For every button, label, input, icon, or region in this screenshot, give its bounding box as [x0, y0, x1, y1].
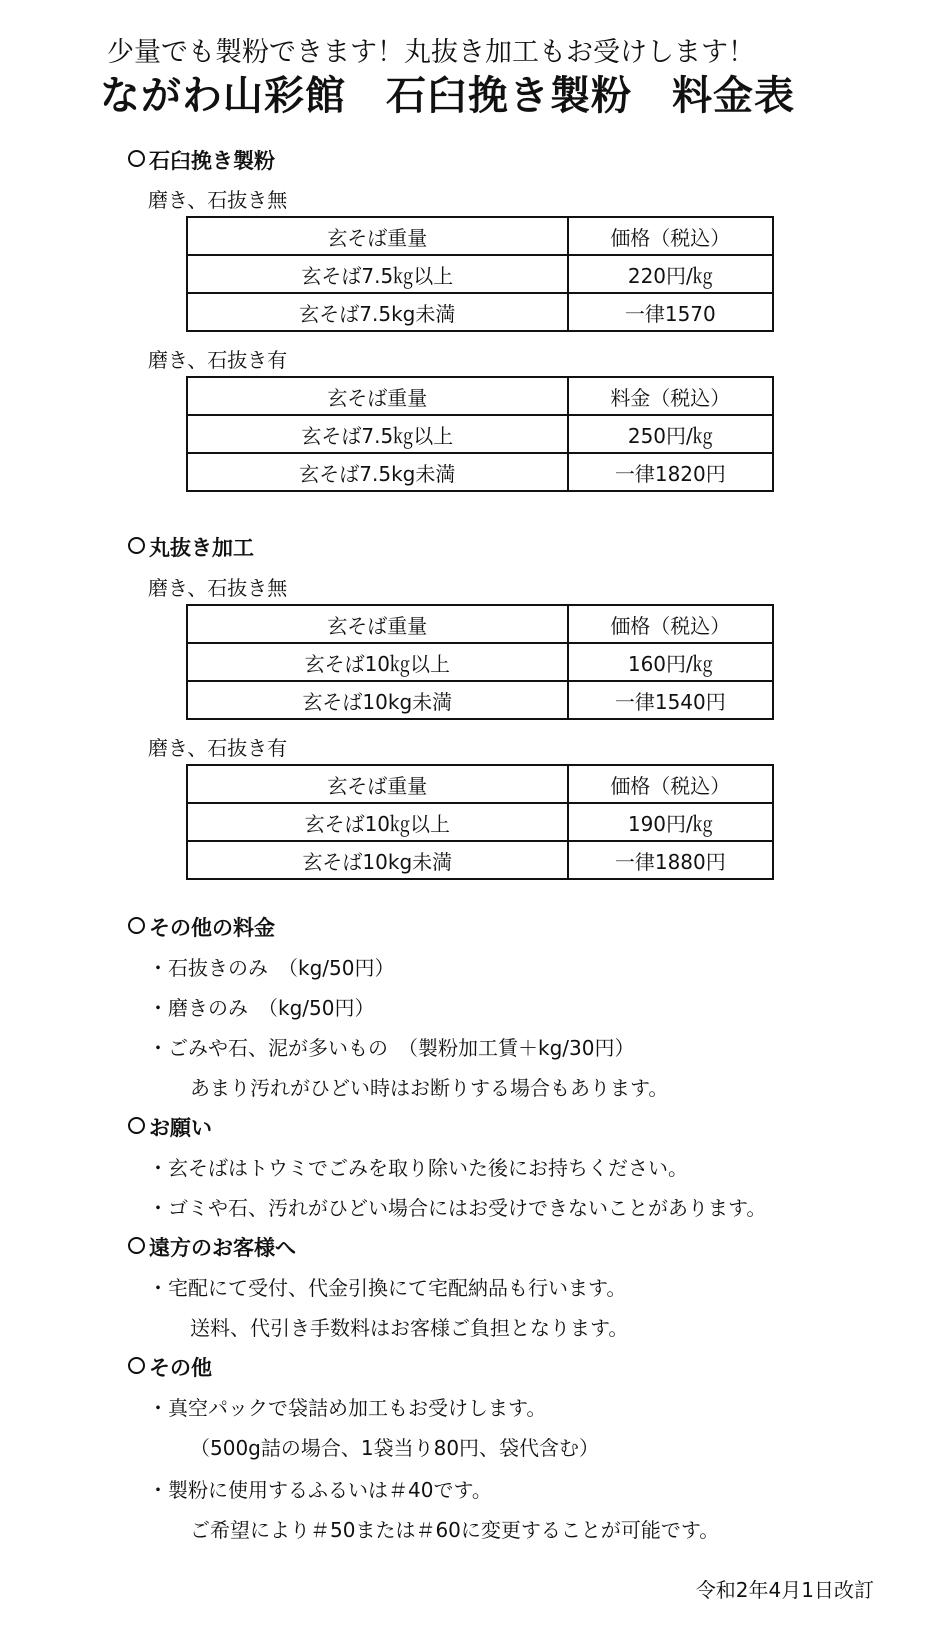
- list-item: [148, 1392, 546, 1421]
- bullet-dot-icon: ・: [148, 1196, 168, 1220]
- table-cell-weight: 玄そば7.5kg未満: [187, 293, 568, 331]
- section-heading-others: [128, 1352, 212, 1382]
- subtitle: 少量でも製粉できます！丸抜き加工もお受けします！: [107, 37, 755, 68]
- table-cell-weight: 玄そば7.5㎏以上: [187, 415, 568, 453]
- circle-outline-icon: [128, 1357, 145, 1374]
- circle-outline-icon: [128, 917, 145, 934]
- page-title: [100, 64, 795, 121]
- table-cell-price: 160円/㎏: [568, 643, 773, 681]
- circle-outline-icon: [128, 1237, 145, 1254]
- table-row: [187, 841, 773, 879]
- table-header-cell: 玄そば重量: [187, 605, 568, 643]
- table-cell-weight: 玄そば7.5kg未満: [187, 453, 568, 491]
- bullet-dot-icon: ・: [148, 1036, 168, 1060]
- section-title: その他: [149, 1356, 212, 1380]
- title-price-list: 料金表: [672, 73, 795, 119]
- list-item-text: 真空パックで袋詰め加工もお受けします。: [168, 1396, 547, 1420]
- section-title: お願い: [149, 1116, 212, 1140]
- table-cell-weight: 玄そば10kg未満: [187, 681, 568, 719]
- price-table-hulling-unpolished: [186, 604, 774, 720]
- price-table-hulling-polished: [186, 764, 774, 880]
- list-item: [148, 952, 394, 981]
- group-label: 磨き、石抜き無: [148, 576, 288, 600]
- list-item: [148, 1272, 626, 1301]
- title-service: 石臼挽き製粉: [386, 73, 632, 119]
- bullet-dot-icon: ・: [148, 1478, 168, 1502]
- list-item-text: 石抜きのみ （kg/50円）: [168, 956, 395, 980]
- bullet-dot-icon: ・: [148, 996, 168, 1020]
- list-item-text: 宅配にて受付、代金引換にて宅配納品も行います。: [168, 1276, 627, 1300]
- table-header-cell: 価格（税込）: [568, 217, 773, 255]
- list-item-text: ゴミや石、汚れがひどい場合にはお受けできないことがあります。: [168, 1196, 767, 1220]
- section-heading-distant-customers: [128, 1232, 296, 1262]
- circle-outline-icon: [128, 150, 145, 167]
- table-row: [187, 681, 773, 719]
- list-item: [148, 1474, 492, 1503]
- list-item: [148, 1032, 634, 1061]
- section-heading-hulling: [128, 532, 254, 562]
- price-table-milling-polished: [186, 376, 774, 492]
- table-header-cell: 玄そば重量: [187, 765, 568, 803]
- note-text: あまり汚れがひどい時はお断りする場合もあります。: [190, 1076, 669, 1100]
- table-cell-price: 250円/㎏: [568, 415, 773, 453]
- table-cell-price: 一律1570: [568, 293, 773, 331]
- table-cell-weight: 玄そば10㎏以上: [187, 643, 568, 681]
- note-text: （500g詰の場合、1袋当り80円、袋代含む）: [190, 1436, 600, 1460]
- title-shop-name: ながわ山彩館: [100, 73, 346, 119]
- table-header-cell: 価格（税込）: [568, 605, 773, 643]
- list-item: [148, 1192, 766, 1221]
- table-row: [187, 293, 773, 331]
- table-row: [187, 415, 773, 453]
- section-heading-other-fees: [128, 912, 275, 942]
- table-header-cell: 料金（税込）: [568, 377, 773, 415]
- table-cell-price: 一律1820円: [568, 453, 773, 491]
- note-text: 送料、代引き手数料はお客様ご負担となります。: [190, 1316, 629, 1340]
- table-row: [187, 255, 773, 293]
- section-title: 石臼挽き製粉: [149, 149, 275, 173]
- table-header-row: [187, 217, 773, 255]
- table-row: [187, 453, 773, 491]
- revision-date: 令和2年4月1日改訂: [695, 1578, 874, 1602]
- table-cell-weight: 玄そば10㎏以上: [187, 803, 568, 841]
- table-header-row: [187, 605, 773, 643]
- section-title: 丸抜き加工: [149, 536, 254, 560]
- group-label: 磨き、石抜き有: [148, 736, 288, 760]
- list-item: [148, 1152, 688, 1181]
- note-text: ご希望により＃50または＃60に変更することが可能です。: [190, 1518, 720, 1542]
- price-table-milling-unpolished: [186, 216, 774, 332]
- table-header-cell: 玄そば重量: [187, 377, 568, 415]
- circle-outline-icon: [128, 1117, 145, 1134]
- circle-outline-icon: [128, 537, 145, 554]
- bullet-dot-icon: ・: [148, 1276, 168, 1300]
- group-label: 磨き、石抜き無: [148, 188, 288, 212]
- table-row: [187, 803, 773, 841]
- table-cell-price: 一律1540円: [568, 681, 773, 719]
- table-header-cell: 玄そば重量: [187, 217, 568, 255]
- table-header-row: [187, 765, 773, 803]
- section-title: 遠方のお客様へ: [149, 1236, 296, 1260]
- table-row: [187, 643, 773, 681]
- table-header-cell: 価格（税込）: [568, 765, 773, 803]
- table-cell-price: 一律1880円: [568, 841, 773, 879]
- section-heading-milling: [128, 145, 275, 175]
- list-item: [148, 992, 374, 1021]
- section-title: その他の料金: [149, 916, 275, 940]
- group-label: 磨き、石抜き有: [148, 348, 288, 372]
- list-item-text: 製粉に使用するふるいは＃40です。: [168, 1478, 492, 1502]
- table-cell-weight: 玄そば10kg未満: [187, 841, 568, 879]
- table-cell-price: 220円/㎏: [568, 255, 773, 293]
- list-item-text: ごみや石、泥が多いもの （製粉加工賃＋kg/30円）: [168, 1036, 635, 1060]
- bullet-dot-icon: ・: [148, 1396, 168, 1420]
- bullet-dot-icon: ・: [148, 956, 168, 980]
- table-header-row: [187, 377, 773, 415]
- bullet-dot-icon: ・: [148, 1156, 168, 1180]
- section-heading-requests: [128, 1112, 212, 1142]
- table-cell-weight: 玄そば7.5㎏以上: [187, 255, 568, 293]
- table-cell-price: 190円/㎏: [568, 803, 773, 841]
- list-item-text: 磨きのみ （kg/50円）: [168, 996, 375, 1020]
- list-item-text: 玄そばはトウミでごみを取り除いた後にお持ちください。: [168, 1156, 688, 1180]
